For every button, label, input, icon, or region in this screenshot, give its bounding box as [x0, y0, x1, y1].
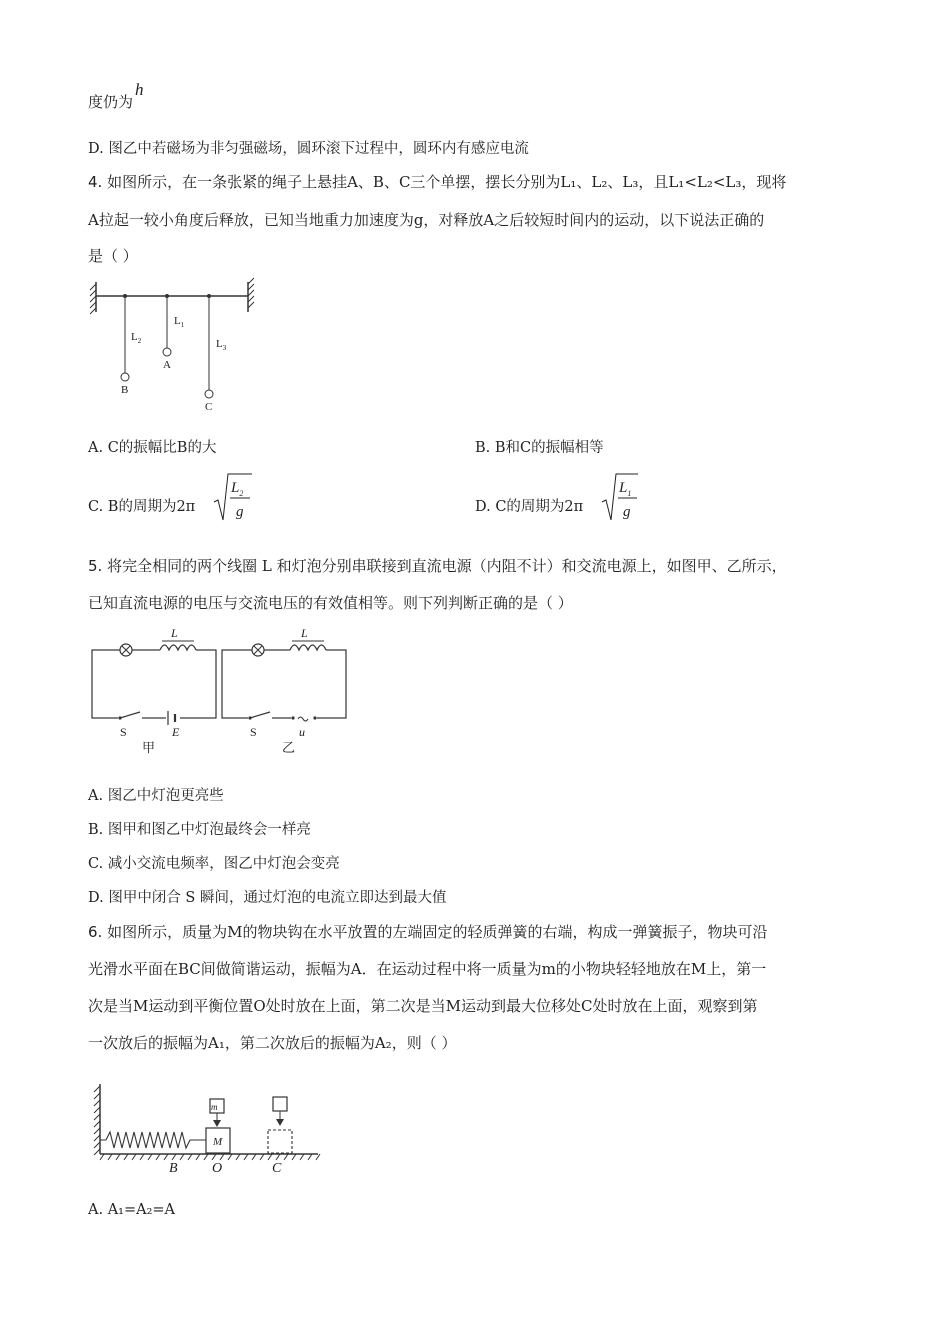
svg-text:g: g	[236, 504, 244, 520]
q4-option-a: A. C的振幅比B的大	[88, 440, 217, 456]
svg-text:E: E	[172, 725, 180, 739]
q4-line-3: 是（ ）	[88, 247, 138, 265]
label-a: A	[163, 359, 171, 371]
q5-option-c: C. 减小交流电频率，图乙中灯泡会变亮	[88, 856, 340, 872]
q6-spring-figure	[92, 1080, 324, 1176]
prev-option-d: D. 图乙中若磁场为非匀强磁场，圆环滚下过程中，圆环内有感应电流	[88, 141, 529, 157]
block-at-c	[268, 1130, 292, 1153]
label-l1: $L_1$	[174, 315, 185, 329]
svg-text:S: S	[250, 725, 257, 739]
svg-text:g: g	[623, 504, 631, 520]
svg-text:m: m	[211, 1102, 218, 1112]
svg-text:O: O	[212, 1161, 223, 1176]
q5-circuit-figure	[88, 622, 358, 762]
q5-option-d: D. 图甲中闭合 S 瞬间，通过灯泡的电流立即达到最大值	[88, 890, 447, 906]
q6-line-4: 一次放后的振幅为A₁，第二次放后的振幅为A₂，则（ ）	[88, 1034, 457, 1052]
svg-text:乙: 乙	[282, 740, 296, 755]
q5-number: 5.	[88, 557, 103, 575]
q5-option-b: B. 图甲和图乙中灯泡最终会一样亮	[88, 822, 311, 838]
q4-option-b: B. B和C的振幅相等	[475, 440, 604, 456]
label-l3: $L_3$	[216, 338, 227, 352]
q4-option-d: D. C的周期为2π	[475, 499, 584, 515]
svg-text:S: S	[120, 725, 127, 739]
q4-number: 4.	[88, 173, 103, 191]
bob-b	[121, 373, 129, 381]
svg-text:L: L	[301, 626, 308, 640]
label-b: B	[121, 384, 129, 396]
svg-text:M: M	[213, 1136, 223, 1148]
q5-line-2: 已知直流电源的电压与交流电压的有效值相等。则下列判断正确的是（ ）	[88, 594, 573, 612]
prev-option-continuation: 度仍为h	[88, 80, 144, 111]
q4-option-c: C. B的周期为2π	[88, 499, 196, 515]
svg-text:B: B	[169, 1161, 178, 1176]
q6-option-a: A. A₁=A₂=A	[88, 1202, 176, 1218]
svg-text:甲: 甲	[142, 740, 156, 755]
q5-line-1: 5. 将完全相同的两个线圈 L 和灯泡分别串联接到直流电源（内阻不计）和交流电源上，如图甲、乙所示，	[88, 557, 787, 575]
svg-text:L: L	[171, 626, 178, 640]
label-l2: $L_2$	[131, 331, 142, 345]
q6-line-2: 光滑水平面在BC间做简谐运动，振幅为A．在运动过程中将一质量为m的小物块轻轻地放在M上，第一	[88, 960, 767, 978]
bob-a	[163, 348, 171, 356]
q4-pendulum-figure	[88, 278, 258, 418]
bob-c	[205, 390, 213, 398]
svg-text:C: C	[272, 1161, 282, 1176]
svg-text:L2: $L_2$	[231, 480, 244, 498]
svg-text:L1: $L_1$	[619, 480, 632, 498]
q6-line-3: 次是当M运动到平衡位置O处时放在上面，第二次是当M运动到最大位移处C处时放在上面，观察到第	[88, 997, 758, 1015]
q4-option-c-formula	[214, 472, 254, 524]
q6-line-1: 6. 如图所示，质量为M的物块钩在水平放置的左端固定的轻质弹簧的右端，构成一弹簧振子，物块可沿	[88, 923, 768, 941]
svg-text:u: u	[299, 725, 305, 739]
spring	[100, 1132, 206, 1148]
q4-line-1: 4. 如图所示，在一条张紧的绳子上悬挂A、B、C三个单摆，摆长分别为L₁、L₂、L₃，且L₁<L₂<L₃，现将	[88, 173, 787, 191]
q4-option-d-formula	[602, 472, 642, 524]
q6-number: 6.	[88, 923, 103, 941]
q5-option-a: A. 图乙中灯泡更亮些	[88, 788, 224, 804]
label-c: C	[205, 401, 213, 413]
q4-line-2: A拉起一较小角度后释放，已知当地重力加速度为g，对释放A之后较短时间内的运动，以下说法正确的	[88, 211, 765, 229]
